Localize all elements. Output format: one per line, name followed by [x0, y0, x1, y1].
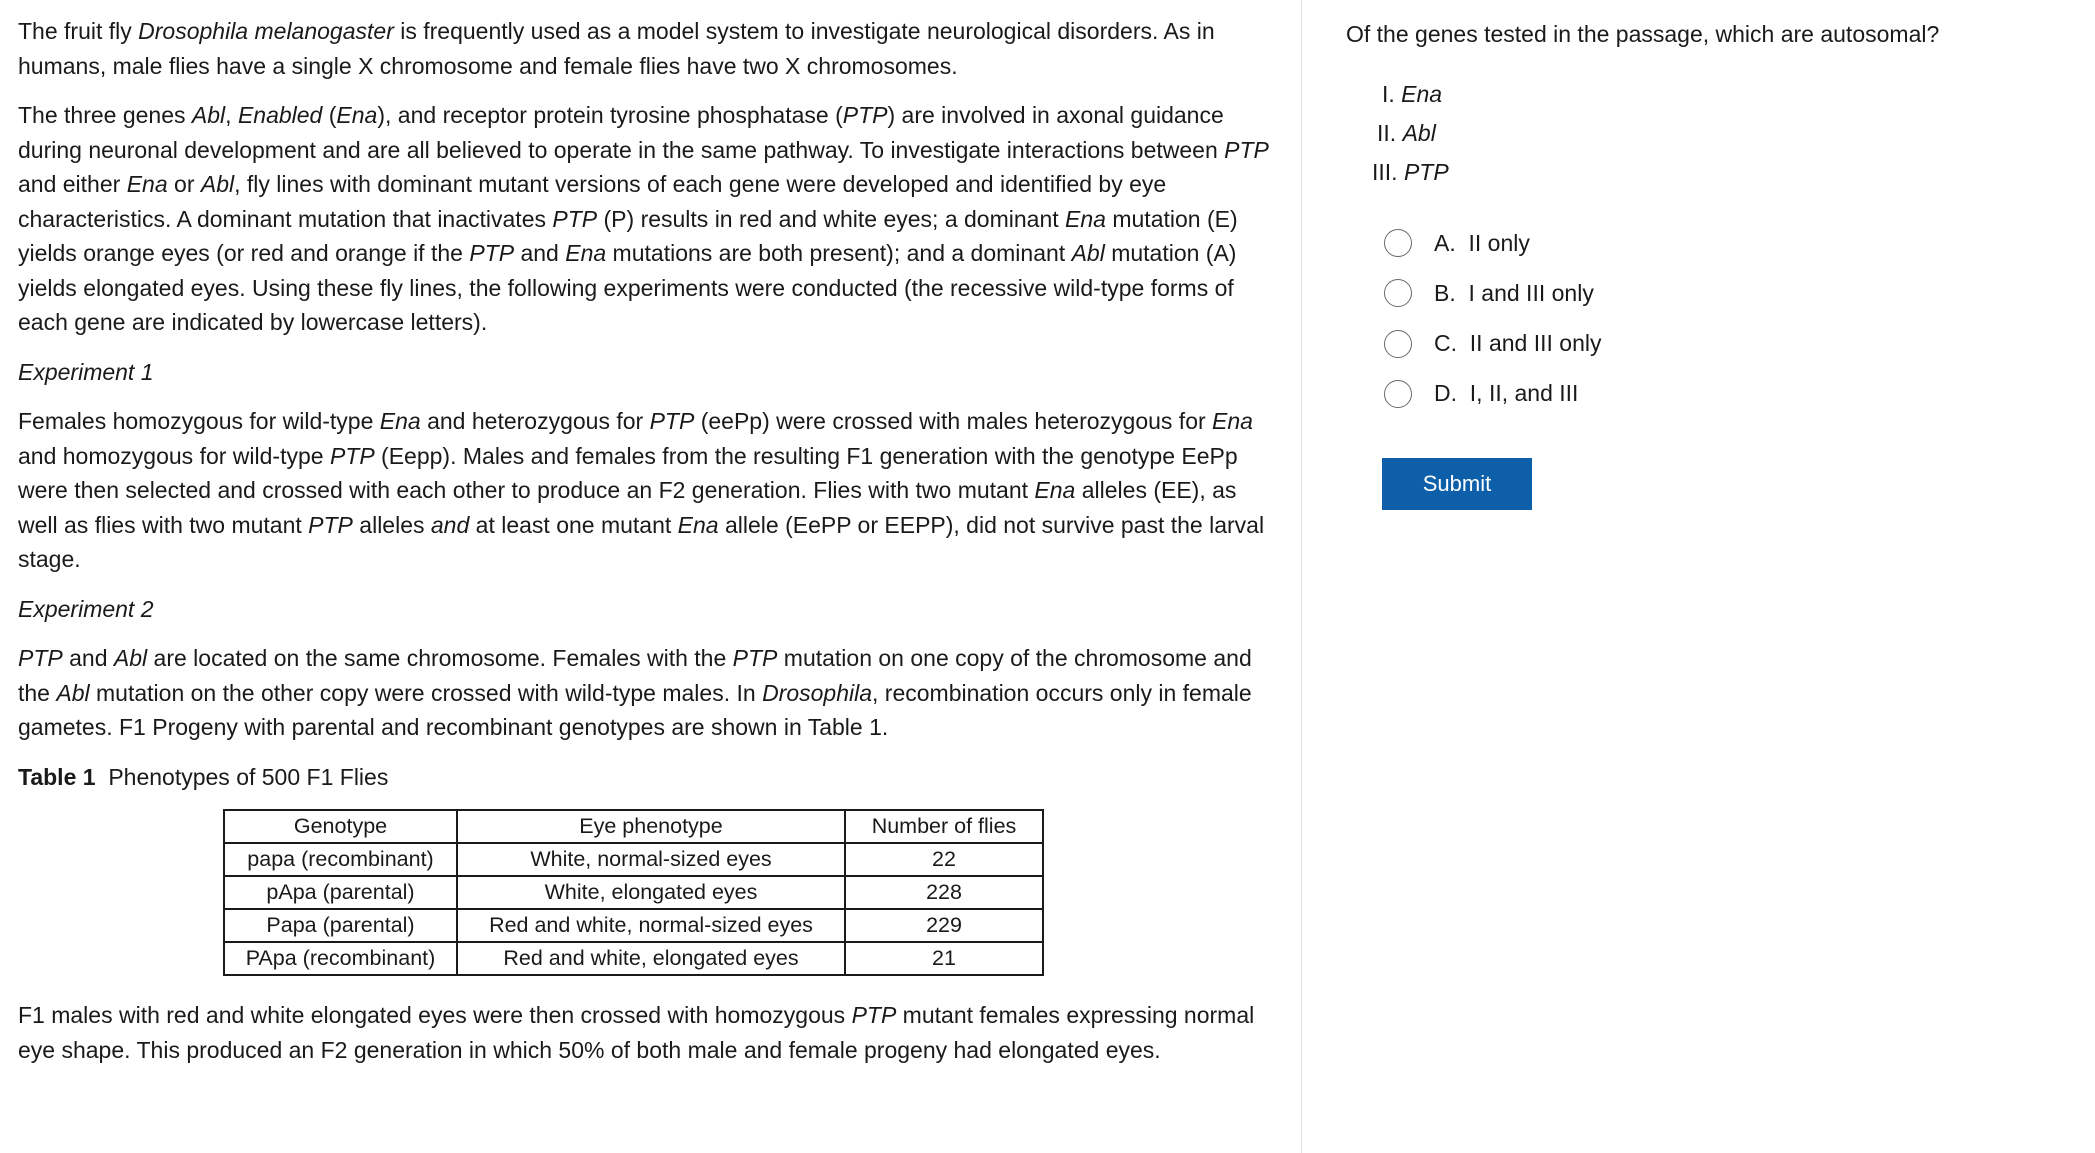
choice-b[interactable]: [1384, 274, 2066, 312]
choice-a[interactable]: [1384, 224, 2066, 262]
statement-item: [1346, 75, 2066, 114]
choice-label: B. I and III only: [1434, 279, 1594, 306]
table-cell-eye-phenotype: Red and white, elongated eyes: [457, 942, 845, 975]
choice-label: C. II and III only: [1434, 330, 1602, 357]
question-panel: [1346, 17, 2066, 510]
table-cell-number-of-flies: 21: [845, 942, 1043, 975]
table-cell-genotype: PApa (recombinant): [224, 942, 457, 975]
statement-item: [1346, 153, 2066, 192]
table-row: [224, 843, 1043, 876]
experiment-2-text: PTP and Abl are located on the same chromosome. Females with the PTP mutation on one copy of the chromosome and the Abl mutation on the other copy were crossed with wild-type males. In Drosophila, recombination occurs only in female gametes. F1 Progeny with parental and recombinant genotypes are shown in Table 1.: [18, 645, 1252, 740]
table-cell-eye-phenotype: White, elongated eyes: [457, 876, 845, 909]
table-cell-genotype: papa (recombinant): [224, 843, 457, 876]
table-cell-number-of-flies: 22: [845, 843, 1043, 876]
statement-gene: Abl: [1402, 120, 1436, 146]
experiment-1-heading: Experiment 1: [18, 358, 154, 385]
panel-divider: [1301, 0, 1302, 1153]
results-table: [223, 809, 1044, 976]
table-cell-genotype: pApa (parental): [224, 876, 457, 909]
table-row: [224, 942, 1043, 975]
question-stem: Of the genes tested in the passage, which are autosomal?: [1346, 21, 1940, 47]
experiment-1-text: Females homozygous for wild-type Ena and heterozygous for PTP (eePp) were crossed with males heterozygous for Ena and homozygous for wild-type PTP (Eepp). Males and females from the resulting F1 generation with the genotype EePp were then selected and crossed with each other to produce an F2 generation. Flies with two mutant Ena alleles (EE), as well as flies with two mutant PTP alleles and at least one mutant Ena allele (EePP or EEPP), did not survive past the larval stage.: [18, 408, 1265, 572]
table-label: Table 1: [18, 763, 96, 790]
table-header-number-of-flies: Number of flies: [845, 810, 1043, 843]
table-row: [224, 876, 1043, 909]
choice-label: D. I, II, and III: [1434, 380, 1579, 407]
experiment-2-heading: Experiment 2: [18, 595, 154, 622]
table-header-row: [224, 810, 1043, 843]
answer-choices: [1384, 224, 2066, 413]
table-cell-number-of-flies: 228: [845, 876, 1043, 909]
statement-numeral: II.: [1377, 120, 1397, 146]
radio-button-icon[interactable]: [1384, 279, 1412, 307]
table-cell-genotype: Papa (parental): [224, 909, 457, 942]
radio-button-icon[interactable]: [1384, 380, 1412, 408]
table-header-eye-phenotype: Eye phenotype: [457, 810, 845, 843]
statement-item: [1346, 114, 2066, 153]
table-header-genotype: Genotype: [224, 810, 457, 843]
passage-panel: [18, 14, 1280, 1082]
statement-gene: Ena: [1401, 81, 1443, 107]
radio-button-icon[interactable]: [1384, 330, 1412, 358]
passage-conclusion: F1 males with red and white elongated eyes were then crossed with homozygous PTP mutant females expressing normal eye shape. This produced an F2 generation in which 50% of both male and female progeny had elongated eyes.: [18, 1002, 1255, 1063]
table-cell-eye-phenotype: White, normal-sized eyes: [457, 843, 845, 876]
table-caption: Phenotypes of 500 F1 Flies: [108, 763, 389, 790]
table-row: [224, 909, 1043, 942]
statement-list: [1346, 75, 2066, 192]
choice-label: A. II only: [1434, 229, 1530, 256]
statement-numeral: III.: [1372, 159, 1398, 185]
submit-button[interactable]: Submit: [1382, 458, 1532, 510]
passage-background: The three genes Abl, Enabled (Ena), and receptor protein tyrosine phosphatase (PTP) are involved in axonal guidance during neuronal development and are all believed to operate in the same pathway. To investigate interactions between PTP and either Ena or Abl, fly lines with dominant mutant versions of each gene were developed and identified by eye characteristics. A dominant mutation that inactivates PTP (P) results in red and white eyes; a dominant Ena mutation (E) yields orange eyes (or red and orange if the PTP and Ena mutations are both present); and a dominant Abl mutation (A) yields elongated eyes. Using these fly lines, the following experiments were conducted (the recessive wild-type forms of each gene are indicated by lowercase letters).: [18, 102, 1269, 335]
table-cell-number-of-flies: 229: [845, 909, 1043, 942]
passage-intro: The fruit fly Drosophila melanogaster is frequently used as a model system to investigate neurological disorders. As in humans, male flies have a single X chromosome and female flies have two X chromosomes.: [18, 18, 1215, 79]
table-title: [18, 760, 1280, 795]
table-cell-eye-phenotype: Red and white, normal-sized eyes: [457, 909, 845, 942]
statement-gene: PTP: [1403, 159, 1449, 185]
choice-d[interactable]: [1384, 375, 2066, 413]
statement-numeral: I.: [1382, 81, 1395, 107]
choice-c[interactable]: [1384, 325, 2066, 363]
radio-button-icon[interactable]: [1384, 229, 1412, 257]
